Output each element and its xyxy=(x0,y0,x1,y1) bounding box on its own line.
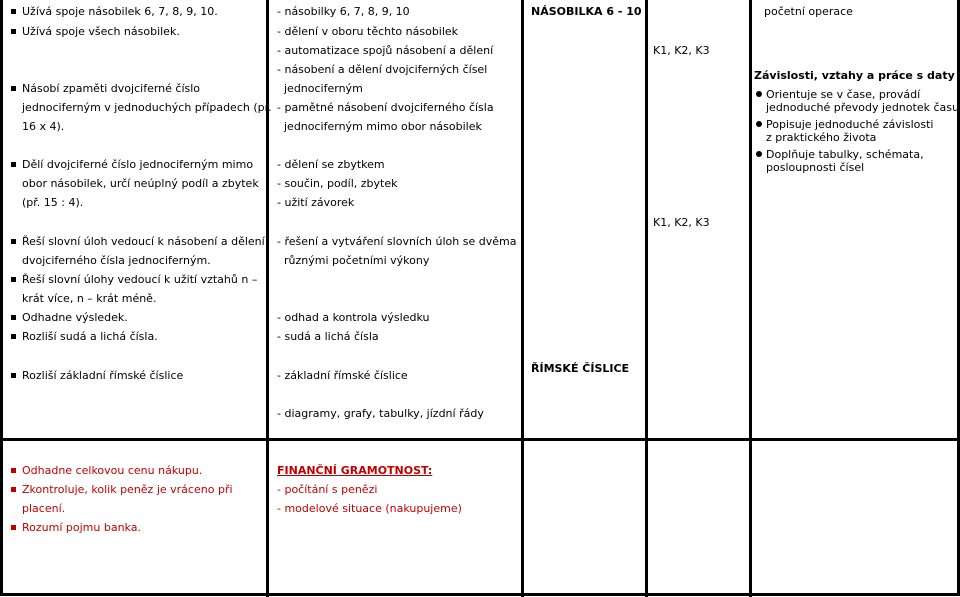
list-item: Odhadne výsledek. xyxy=(22,311,128,324)
list-item-cont: z praktického života xyxy=(766,131,877,144)
curriculum-item: - počítání s penězi xyxy=(277,483,378,496)
curriculum-item: - pamětné násobení dvojciferného čísla xyxy=(277,101,494,114)
topic-heading: NÁSOBILKA 6 - 10 xyxy=(531,5,642,18)
topic-heading: ŘÍMSKÉ ČÍSLICE xyxy=(531,362,630,375)
curriculum-item: - násobilky 6, 7, 8, 9, 10 xyxy=(277,5,410,18)
list-item-cont: krát více, n – krát méně. xyxy=(22,292,157,305)
competence-codes: K1, K2, K3 xyxy=(653,216,710,229)
curriculum-item: - automatizace spojů násobení a dělení xyxy=(277,44,494,57)
curriculum-item: - užití závorek xyxy=(277,196,355,209)
list-item: Orientuje se v čase, provádí xyxy=(766,88,921,101)
list-item-cont: placení. xyxy=(22,502,66,515)
list-item-cont: jednoduché převody jednotek času xyxy=(766,101,959,114)
column-divider-3 xyxy=(645,0,648,597)
cross-topic: početní operace xyxy=(764,5,853,18)
list-item: Zkontroluje, kolik peněz je vráceno při xyxy=(22,483,233,496)
curriculum-item: - diagramy, grafy, tabulky, jízdní řády xyxy=(277,407,484,420)
curriculum-item: - dělení v oboru těchto násobilek xyxy=(277,25,459,38)
section-title: FINANČNÍ GRAMOTNOST: xyxy=(277,464,433,477)
list-item: Popisuje jednoduché závislosti xyxy=(766,118,934,131)
list-item-cont: (př. 15 : 4). xyxy=(22,196,84,209)
curriculum-item: různými početními výkony xyxy=(284,254,430,267)
list-item: Doplňuje tabulky, schémata, xyxy=(766,148,924,161)
curriculum-item: - základní římské číslice xyxy=(277,369,408,382)
list-item-cont: posloupnosti čísel xyxy=(766,161,865,174)
list-item: Rozliší sudá a lichá čísla. xyxy=(22,330,158,343)
list-item: Rozumí pojmu banka. xyxy=(22,521,141,534)
curriculum-item: jednociferným xyxy=(284,82,363,95)
list-item-cont: 16 x 4). xyxy=(22,120,65,133)
column-divider-4 xyxy=(749,0,752,597)
list-item: Užívá spoje násobilek 6, 7, 8, 9, 10. xyxy=(22,5,218,18)
competence-codes: K1, K2, K3 xyxy=(653,44,710,57)
list-item: Dělí dvojciferné číslo jednociferným mimo xyxy=(22,158,254,171)
curriculum-item: - součin, podíl, zbytek xyxy=(277,177,398,190)
list-item: Odhadne celkovou cenu nákupu. xyxy=(22,464,203,477)
list-item: Řeší slovní úlohy vedoucí k užití vztahů n – xyxy=(22,273,258,286)
row-divider xyxy=(0,438,960,441)
curriculum-item: - odhad a kontrola výsledku xyxy=(277,311,430,324)
list-item: Násobí zpaměti dvojciferné číslo xyxy=(22,82,201,95)
curriculum-item: - modelové situace (nakupujeme) xyxy=(277,502,462,515)
list-item: Rozliší základní římské číslice xyxy=(22,369,184,382)
curriculum-item: - dělení se zbytkem xyxy=(277,158,385,171)
list-item: Řeší slovní úloh vedoucí k násobení a dělení xyxy=(22,235,265,248)
curriculum-item: jednociferným mimo obor násobilek xyxy=(284,120,482,133)
section-title: Závislosti, vztahy a práce s daty xyxy=(754,69,955,82)
column-divider-2 xyxy=(521,0,524,597)
list-item-cont: obor násobilek, určí neúplný podíl a zbytek xyxy=(22,177,259,190)
column-divider-1 xyxy=(266,0,269,597)
curriculum-item: - řešení a vytváření slovních úloh se dvěma xyxy=(277,235,517,248)
list-item-cont: jednociferným v jednoduchých případech (př. xyxy=(22,101,272,114)
list-item: Užívá spoje všech násobilek. xyxy=(22,25,180,38)
curriculum-item: - násobení a dělení dvojciferných čísel xyxy=(277,63,488,76)
curriculum-item: - sudá a lichá čísla xyxy=(277,330,379,343)
list-item-cont: dvojciferného čísla jednociferným. xyxy=(22,254,211,267)
